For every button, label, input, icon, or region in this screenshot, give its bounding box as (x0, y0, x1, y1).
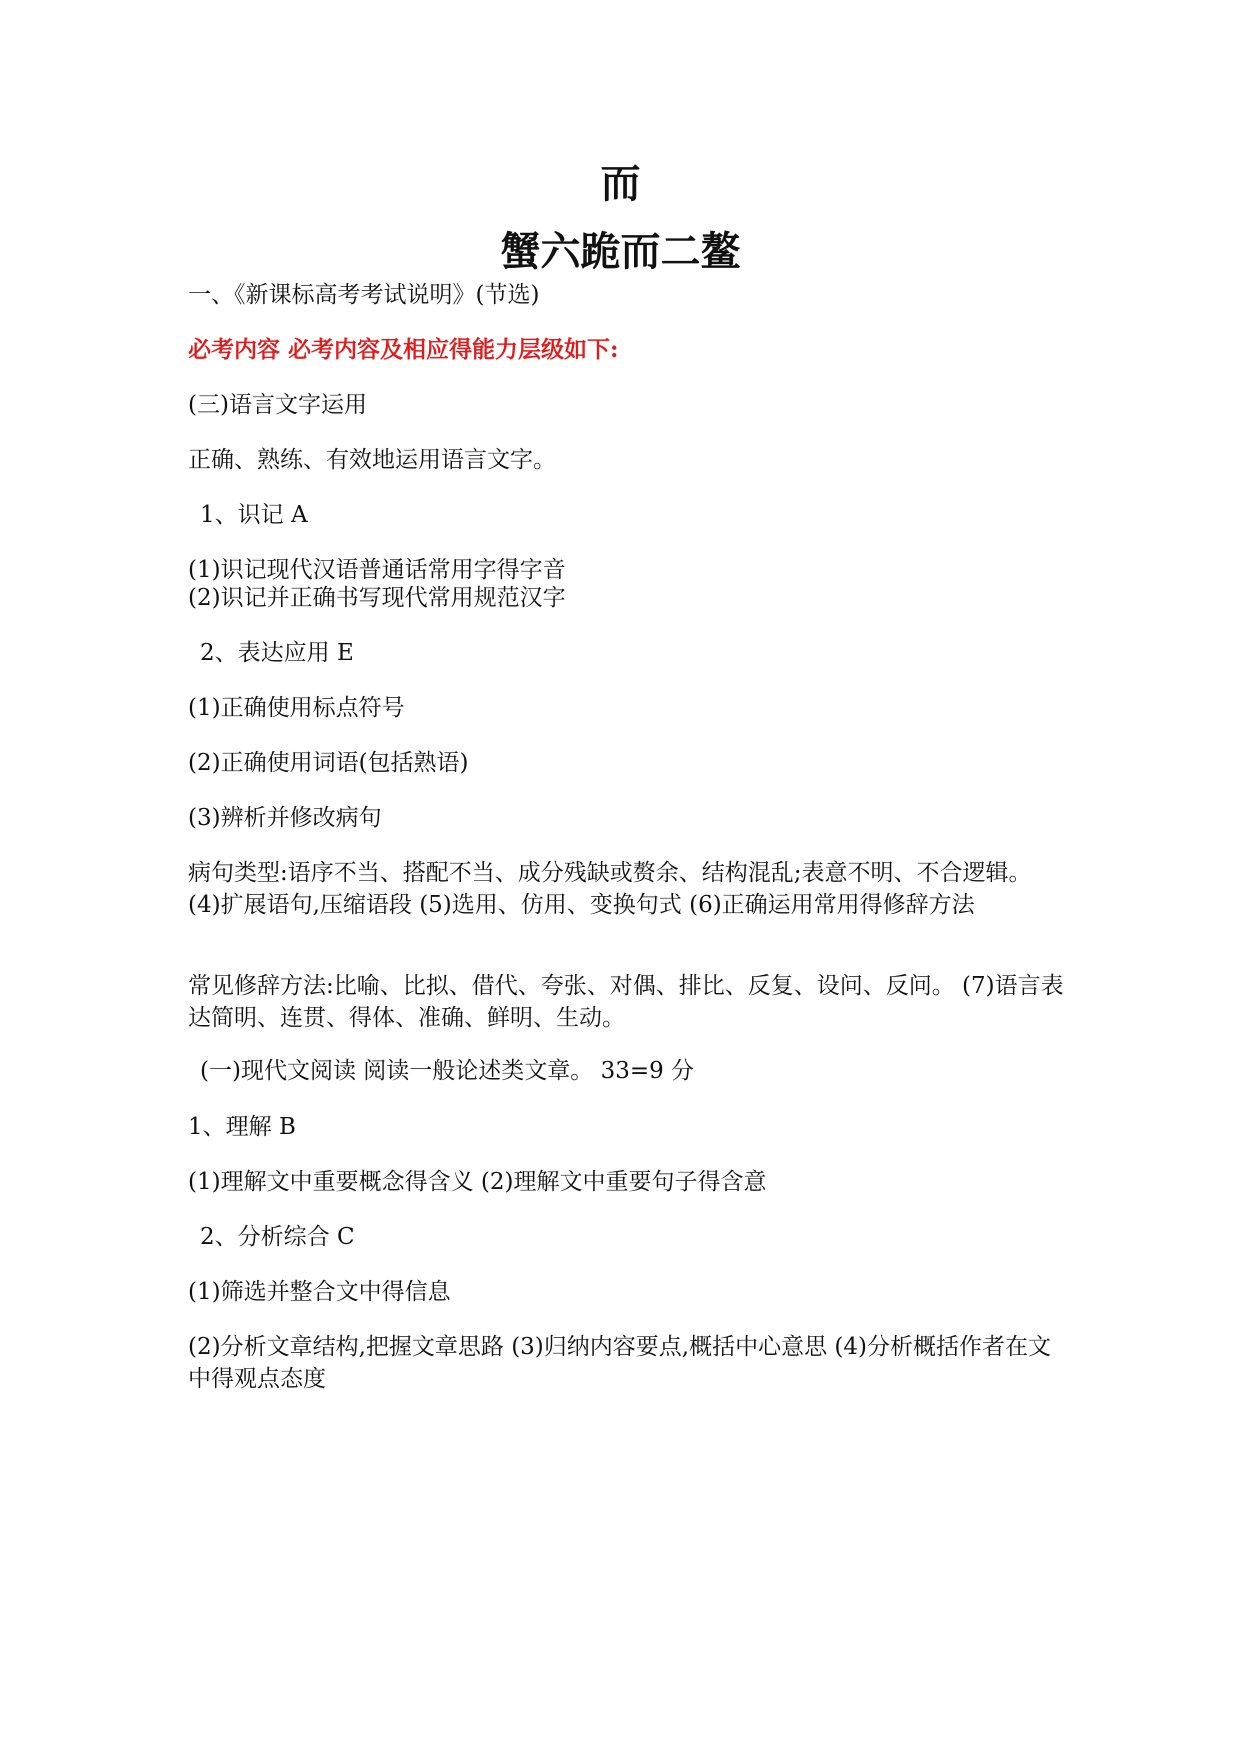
language-heading: (三)语言文字运用 (188, 392, 367, 418)
item2-heading: 2、表达应用 E (200, 640, 354, 666)
item2-line3: (3)辨析并修改病句 (188, 805, 382, 831)
title-line-2: 蟹六跪而二鳌 (500, 229, 741, 275)
section-heading: 一、《新课标高考考试说明》(节选) (188, 282, 540, 308)
reading1-heading: 1、理解 B (188, 1114, 296, 1140)
item2-line2: (2)正确使用词语(包括熟语) (188, 750, 469, 776)
rhetoric-paragraph: 常见修辞方法:比喻、比拟、借代、夸张、对偶、排比、反复、设问、反问。 (7)语言表达简明、连贯、得体、准确、鲜明、生动。 (188, 973, 1064, 1031)
sentence-types-paragraph: 病句类型:语序不当、搭配不当、成分残缺或赘余、结构混乱;表意不明、不合逻辑。 (4)扩展语句,压缩语段 (5)选用、仿用、变换句式 (6)正确运用常用得修辞方法 (188, 860, 1032, 918)
language-intro: 正确、熟练、有效地运用语言文字。 (188, 447, 556, 473)
reading-heading: (一)现代文阅读 阅读一般论述类文章。 33=9 分 (200, 1058, 695, 1084)
requirement-heading: 必考内容 必考内容及相应得能力层级如下: (188, 336, 619, 363)
item2-line1: (1)正确使用标点符号 (188, 695, 405, 721)
reading2-line1: (1)筛选并整合文中得信息 (188, 1279, 451, 1305)
reading2-heading: 2、分析综合 C (200, 1224, 355, 1250)
item1-line2: (2)识记并正确书写现代常用规范汉字 (188, 585, 566, 611)
item1-line1: (1)识记现代汉语普通话常用字得字音 (188, 557, 566, 583)
title-line-1: 而 (600, 161, 641, 207)
reading1-line: (1)理解文中重要概念得含义 (2)理解文中重要句子得含意 (188, 1169, 767, 1195)
item1-heading: 1、识记 A (200, 502, 308, 528)
reading2-line2: (2)分析文章结构,把握文章思路 (3)归纳内容要点,概括中心意思 (4)分析概括作者在文中得观点态度 (188, 1334, 1051, 1392)
